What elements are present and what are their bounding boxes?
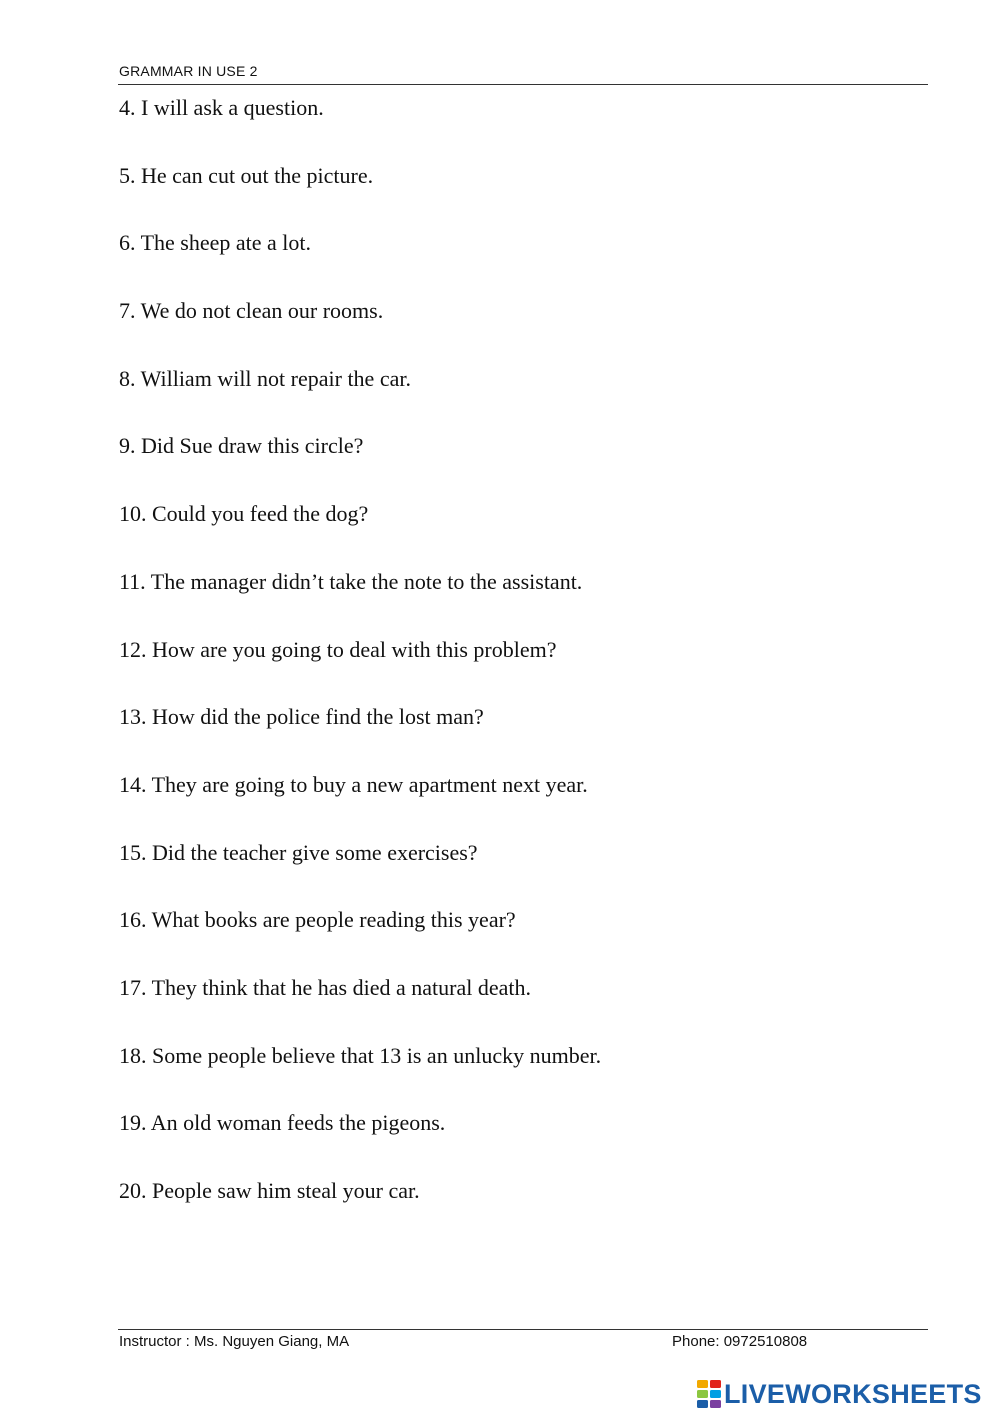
header-rule bbox=[118, 84, 928, 85]
liveworksheets-logo-icon bbox=[697, 1380, 721, 1408]
sentence-item: 20. People saw him steal your car. bbox=[119, 1178, 420, 1203]
sentence-item: 17. They think that he has died a natural death. bbox=[119, 974, 531, 1000]
sentence-item: 12. How are you going to deal with this problem? bbox=[119, 636, 557, 662]
footer-instructor: Instructor : Ms. Nguyen Giang, MA bbox=[119, 1333, 350, 1350]
sentence-list bbox=[119, 93, 601, 1244]
header-title: GRAMMAR IN USE 2 bbox=[119, 63, 258, 79]
sentence-item: 5. He can cut out the picture. bbox=[119, 162, 374, 188]
sentence-item: 9. Did Sue draw this circle? bbox=[119, 433, 364, 459]
sentence-item: 16. What books are people reading this year? bbox=[119, 907, 516, 933]
sentence-item: 19. An old woman feeds the pigeons. bbox=[119, 1110, 446, 1136]
footer-phone: Phone: 0972510808 bbox=[672, 1333, 808, 1350]
sentence-item: 13. How did the police find the lost man? bbox=[119, 704, 484, 730]
liveworksheets-brand[interactable] bbox=[697, 1378, 982, 1410]
sentence-item: 11. The manager didn’t take the note to the assistant. bbox=[119, 568, 583, 594]
brand-text: LIVEWORKSHEETS bbox=[724, 1378, 982, 1409]
sentence-item: 10. Could you feed the dog? bbox=[119, 501, 369, 527]
sentence-item: 15. Did the teacher give some exercises? bbox=[119, 839, 478, 865]
sentence-item: 18. Some people believe that 13 is an unlucky number. bbox=[119, 1042, 602, 1068]
footer-rule bbox=[118, 1329, 928, 1330]
sentence-item: 6. The sheep ate a lot. bbox=[119, 230, 312, 256]
sentence-item: 8. William will not repair the car. bbox=[119, 365, 411, 391]
sentence-item: 14. They are going to buy a new apartment next year. bbox=[119, 771, 588, 797]
sentence-item: 4. I will ask a question. bbox=[119, 95, 324, 120]
sentence-item: 7. We do not clean our rooms. bbox=[119, 298, 384, 324]
